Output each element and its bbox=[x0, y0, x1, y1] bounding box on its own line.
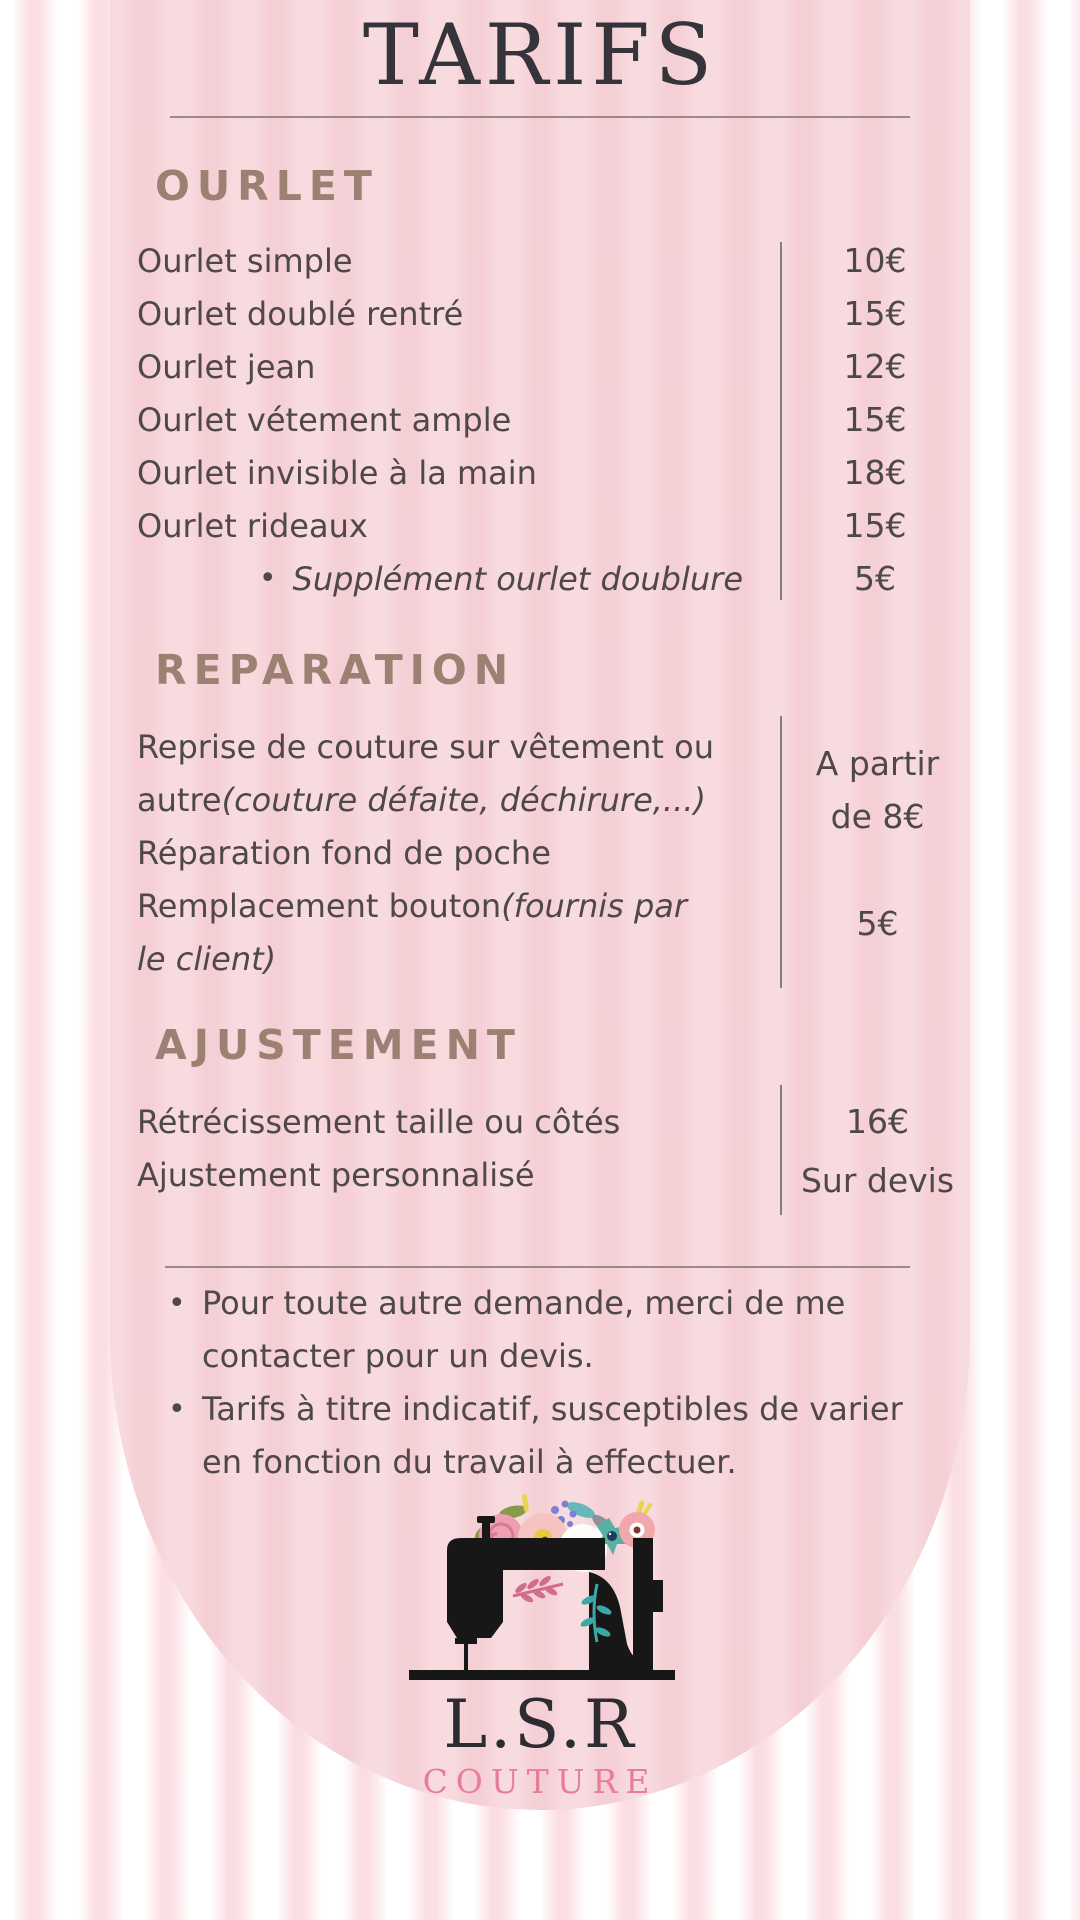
price-value: A partir de 8€ bbox=[815, 744, 940, 836]
ourlet-items bbox=[137, 234, 757, 605]
price-value: 15€ bbox=[843, 400, 907, 439]
bullet-icon: • bbox=[258, 561, 277, 596]
price-value: 18€ bbox=[843, 453, 907, 492]
section-heading-ajustement: AJUSTEMENT bbox=[155, 1021, 522, 1069]
price-value: 10€ bbox=[843, 241, 907, 280]
list-item: Remplacement bouton (fournis par bbox=[137, 886, 688, 925]
list-item: Ourlet simple bbox=[137, 241, 353, 280]
price-value: 12€ bbox=[843, 347, 907, 386]
bullet-icon: • bbox=[168, 1286, 186, 1321]
price-value: 15€ bbox=[843, 506, 907, 545]
price-value: 16€ bbox=[846, 1102, 909, 1141]
price-value: Sur devis bbox=[800, 1161, 955, 1200]
bullet-icon: • bbox=[168, 1392, 186, 1427]
notes-divider bbox=[165, 1266, 910, 1268]
logo-name: L.S.R bbox=[443, 1686, 637, 1763]
section-heading-ourlet: OURLET bbox=[155, 162, 379, 210]
price-value: 15€ bbox=[843, 294, 907, 333]
list-item: Réparation fond de poche bbox=[137, 833, 551, 872]
ajustement-items bbox=[137, 1095, 757, 1201]
section-heading-reparation: REPARATION bbox=[155, 646, 516, 694]
list-item: autre (couture défaite, déchirure,...) bbox=[137, 780, 706, 819]
list-item: Ourlet vétement ample bbox=[137, 400, 512, 439]
list-item: Rétrécissement taille ou côtés bbox=[137, 1102, 621, 1141]
sewing-machine-with-flowers-icon bbox=[385, 1492, 695, 1700]
content-panel bbox=[110, 0, 970, 1810]
page-title: TARIFS bbox=[362, 6, 718, 104]
list-item: le client) bbox=[137, 939, 277, 978]
ourlet-prices bbox=[780, 234, 970, 605]
list-item: Ourlet doublé rentré bbox=[137, 294, 464, 333]
price-value: 5€ bbox=[854, 559, 896, 598]
notes-list bbox=[168, 1277, 938, 1489]
list-item: Ourlet rideaux bbox=[137, 506, 368, 545]
note-item: • Tarifs à titre indicatif, susceptibles de varier en fonction du travail à effectuer. bbox=[168, 1383, 938, 1489]
list-item: Reprise de couture sur vêtement ou bbox=[137, 727, 714, 766]
list-item: Ajustement personnalisé bbox=[137, 1155, 535, 1194]
title-divider bbox=[170, 116, 910, 118]
price-value: 5€ bbox=[856, 904, 899, 943]
reparation-items bbox=[137, 720, 757, 985]
list-item: Ourlet jean bbox=[137, 347, 316, 386]
note-item: • Pour toute autre demande, merci de me contacter pour un devis. bbox=[168, 1277, 938, 1383]
list-item-supplement: • Supplément ourlet doublure bbox=[258, 559, 743, 598]
logo-subtitle: COUTURE bbox=[422, 1762, 658, 1801]
list-item: Ourlet invisible à la main bbox=[137, 453, 537, 492]
